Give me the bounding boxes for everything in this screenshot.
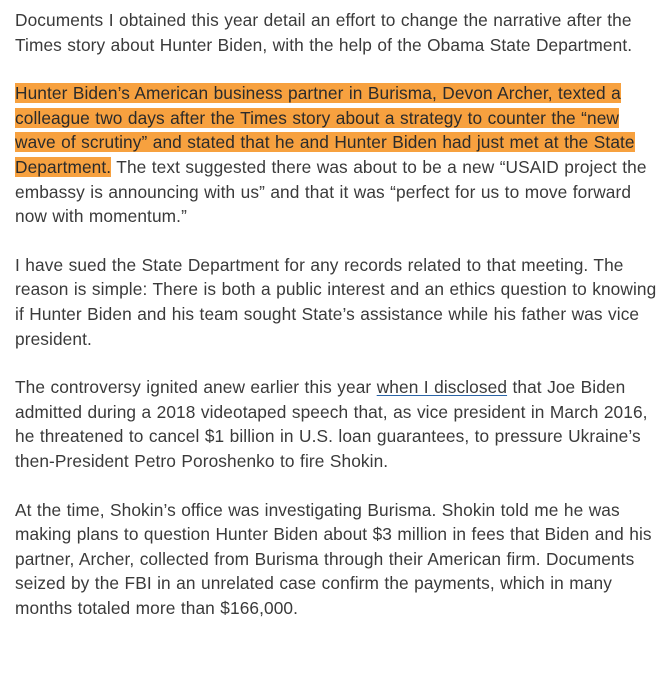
paragraph-2-text: The text suggested there was about to be a new “USAID project the embassy is announcing with us” and that it was “perfect for us to move forward now with momentum.” — [15, 156, 647, 227]
paragraph-4 — [15, 375, 660, 473]
article-body — [15, 8, 660, 620]
paragraph-4-text-after: that Joe Biden admitted during a 2018 videotaped speech that, as vice president in March 2016, he threatened to cancel $1 billion in U.S. loan guarantees, to pressure Ukraine’s then-President Petro Poroshenko to fire Shokin. — [15, 377, 648, 471]
paragraph-1 — [15, 8, 660, 57]
paragraph-3 — [15, 253, 660, 351]
paragraph-3-text: I have sued the State Department for any records related to that meeting. The reason is simple: There is both a public interest and an ethics question to knowing if Hunter Biden and his team sought State’s assistance while his father was vice president. — [15, 254, 657, 349]
paragraph-1-text: Documents I obtained this year detail an effort to change the narrative after the Times story about Hunter Biden, with the help of the Obama State Department. — [15, 10, 633, 55]
when-i-disclosed-link[interactable]: when I disclosed — [376, 377, 508, 398]
highlighted-passage: Hunter Biden’s American business partner in Burisma, Devon Archer, texted a colleague two days after the Times story about a strategy to counter the “new wave of scrutiny” and stated that he and Hunter Biden had just met at the State Department. — [15, 83, 635, 177]
paragraph-4-text-before: The controversy ignited anew earlier this year — [15, 377, 377, 398]
paragraph-2 — [15, 81, 660, 229]
paragraph-5-text: At the time, Shokin’s office was investigating Burisma. Shokin told me he was making plans to question Hunter Biden about $3 million in fees that Biden and his partner, Archer, collected from Burisma through their American firm. Documents seized by the FBI in an unrelated case confirm the payments, which in many months totaled more than $166,000. — [15, 499, 652, 618]
paragraph-5 — [15, 498, 660, 621]
